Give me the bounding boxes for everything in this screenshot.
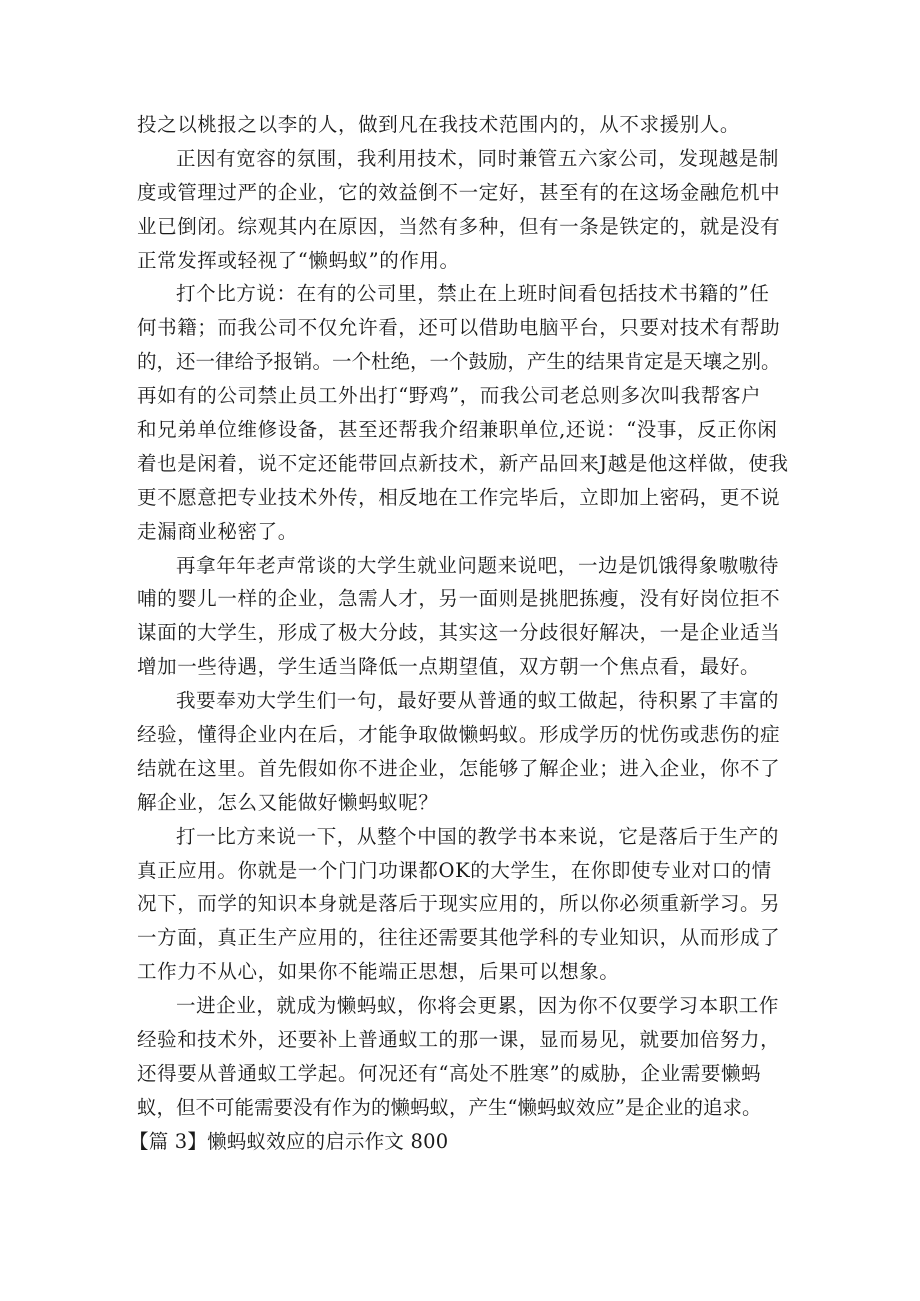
paragraph [137, 820, 817, 989]
text-line: 工作力不从心，如果你不能端正思想，后果可以想象。 [137, 960, 620, 984]
text-line: 的，还一律给予报销。一个杜绝，一个鼓励，产生的结果肯定是天壤之别。 [137, 350, 781, 374]
text-line: 何书籍；而我公司不仅允许看，还可以借助电脑平台，只要对技术有帮助 [137, 316, 781, 340]
text-line: 着也是闲着，说不定还能带回点新技术，新产品回来J越是他这样做，使我 [137, 451, 789, 475]
text-line: 一进企业，就成为懒蚂蚁，你将会更累，因为你不仅要学习本职工作 [176, 994, 780, 1018]
text-line: 一方面，真正生产应用的，往往还需要其他学科的专业知识，从而形成了 [137, 926, 781, 950]
text-line: 打一比方来说一下，从整个中国的教学书本来说，它是落后于生产的 [176, 824, 780, 848]
paragraph [137, 989, 817, 1125]
text-line: 再如有的公司禁止员工外出打“野鸡”，而我公司老总则多次叫我帮客户 [137, 384, 762, 408]
paragraph [137, 684, 817, 820]
paragraph [137, 277, 817, 548]
text-line: 我要奉劝大学生们一句，最好要从普通的蚁工做起，待积累了丰富的 [176, 689, 780, 713]
paragraph [137, 142, 817, 278]
text-line: 还得要从普通蚁工学起。何况还有“高处不胜寒”的威胁，企业需要懒蚂 [137, 1061, 762, 1085]
text-line: 经验和技术外，还要补上普通蚁工的那一课，显而易见，就要加倍努力， [137, 1028, 781, 1052]
text-line: 业已倒闭。综观其内在原因，当然有多种，但有一条是铁定的，就是没有 [137, 214, 781, 238]
text-line: 打个比方说：在有的公司里，禁止在上班时间看包括技术书籍的”任 [176, 282, 770, 306]
document-body [129, 108, 817, 1159]
text-line: 投之以桃报之以李的人，做到凡在我技术范围内的，从不求援别人。 [137, 113, 741, 136]
text-line: 况下，而学的知识本身就是落后于现实应用的，所以你必须重新学习。另 [137, 892, 781, 916]
text-line: 真正应用。你就是一个门门功课都OK的大学生，在你即使专业对口的情 [137, 858, 772, 882]
text-line: 更不愿意把专业技术外传，相反地在工作完毕后，立即加上密码，更不说 [137, 485, 781, 509]
text-line: 再拿年年老声常谈的大学生就业问题来说吧，一边是饥饿得象嗷嗷待 [176, 553, 780, 577]
text-line: 谋面的大学生，形成了极大分歧，其实这一分歧很好解决，一是企业适当 [137, 621, 781, 645]
text-line: 走漏商业秘密了。 [137, 519, 298, 543]
text-line: 哺的婴儿一样的企业，急需人才，另一面则是挑肥拣瘦，没有好岗位拒不 [137, 587, 781, 611]
text-line: 经验，懂得企业内在后，才能争取做懒蚂蚁。形成学历的忧伤或悲伤的症 [137, 723, 781, 747]
text-line: 结就在这里。首先假如你不进企业，怎能够了解企业；进入企业，你不了 [137, 756, 781, 780]
text-line: 解企业，怎么又能做好懒蚂蚁呢？ [137, 790, 439, 814]
section-heading: 【篇 3】懒蚂蚁效应的启示作文 800 [129, 1129, 449, 1153]
paragraph [137, 549, 817, 685]
text-line: 度或管理过严的企业，它的效益倒不一定好，甚至有的在这场金融危机中 [137, 180, 781, 204]
text-line: 蚁，但不可能需要没有作为的懒蚂蚁，产生“懒蚂蚁效应”是企业的追求。 [137, 1095, 762, 1119]
text-line: 增加一些待遇，学生适当降低一点期望值，双方朝一个焦点看，最好。 [137, 655, 761, 679]
text-line: 和兄弟单位维修设备，甚至还帮我介绍兼职单位,还说：“没事，反正你闲 [137, 418, 778, 442]
text-line: 正常发挥或轻视了“懒蚂蚁”的作用。 [137, 248, 460, 272]
text-line: 正因有宽容的氛围，我利用技术，同时兼管五六家公司，发现越是制 [176, 146, 780, 170]
